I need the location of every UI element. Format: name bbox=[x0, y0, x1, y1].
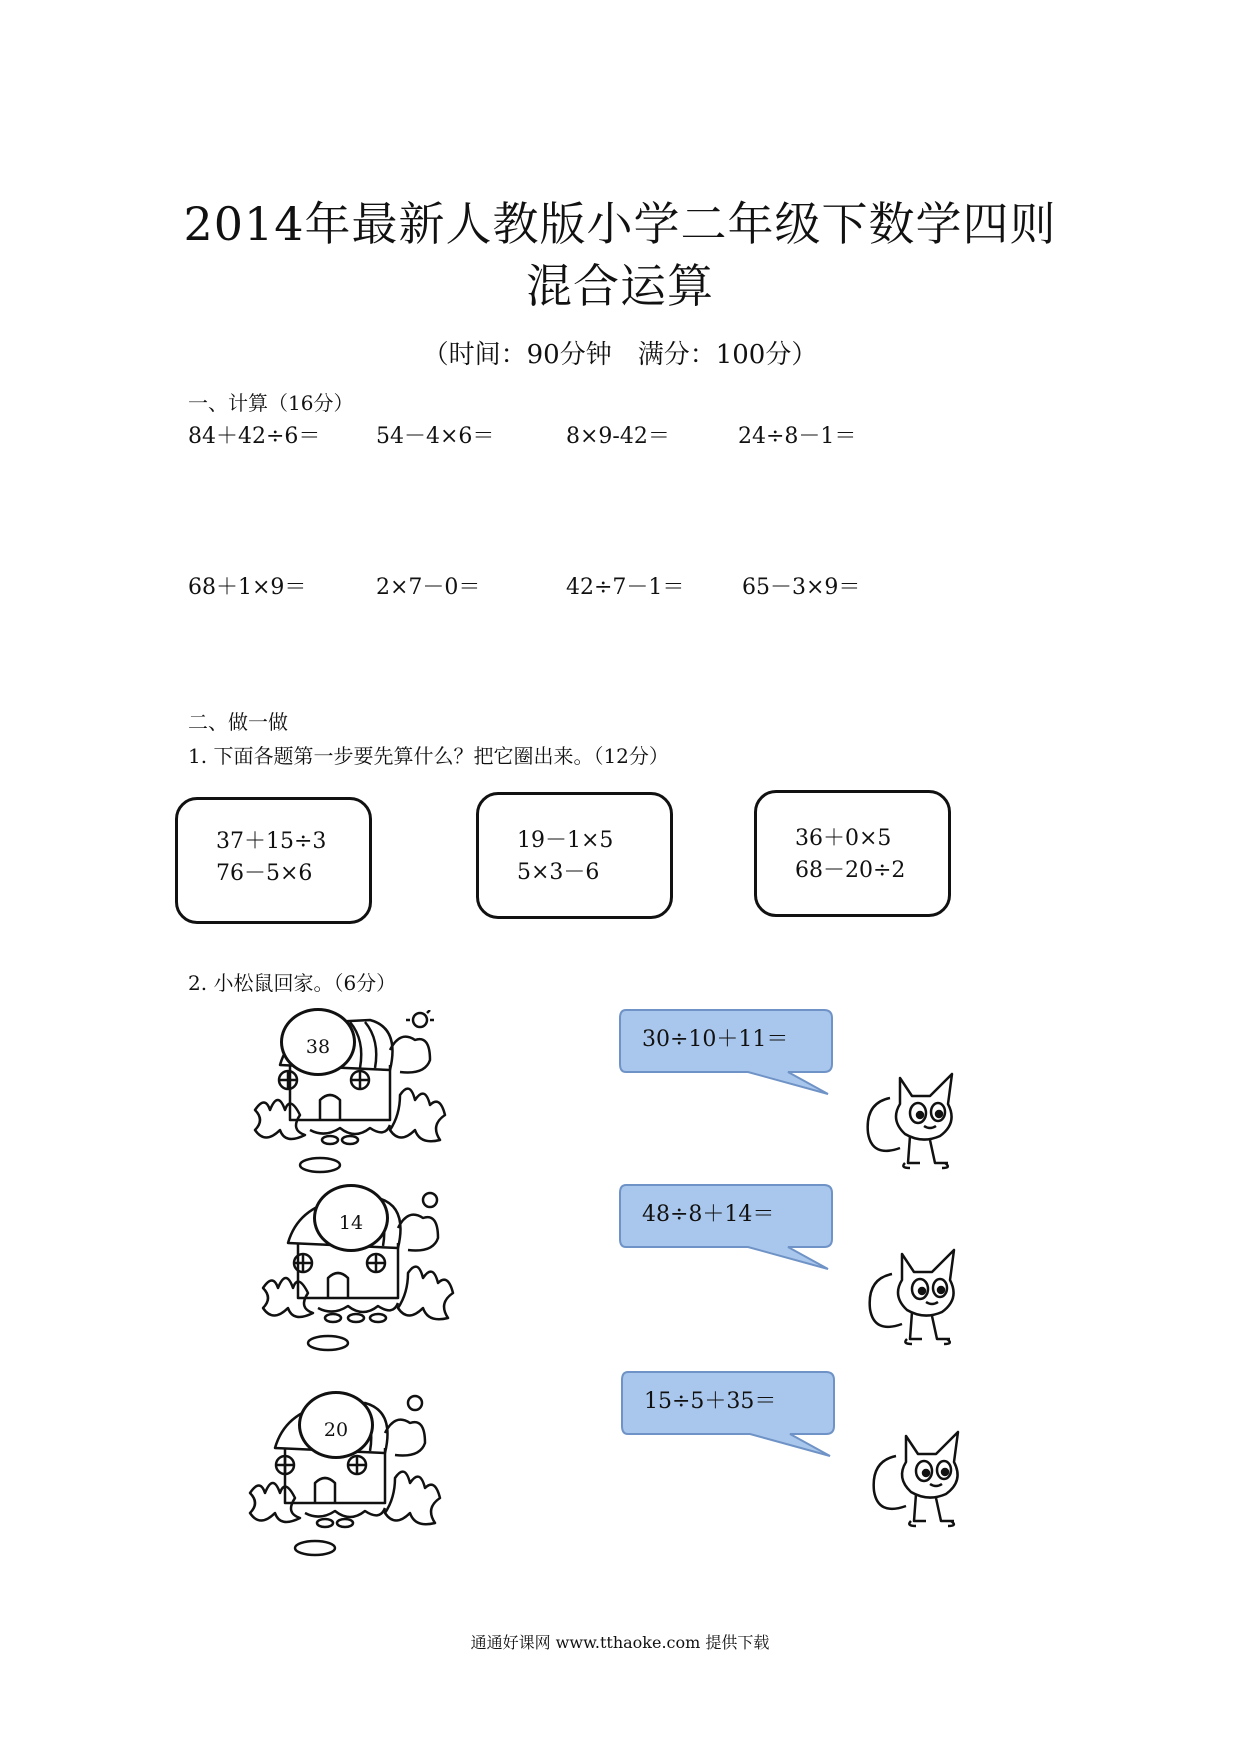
house-number: 20 bbox=[323, 1419, 349, 1441]
page-title-line2: 混合运算 bbox=[526, 259, 714, 313]
expression-box bbox=[476, 792, 673, 919]
calc-problem: 68＋1×9＝ bbox=[188, 575, 307, 600]
squirrel-icon bbox=[866, 1426, 976, 1536]
section2-heading: 二、做一做 bbox=[188, 710, 288, 734]
expression: 76－5×6 bbox=[216, 861, 313, 886]
calc-problem: 24÷8－1＝ bbox=[738, 424, 857, 449]
bubble-expression: 48÷8＋14＝ bbox=[642, 1202, 775, 1227]
squirrel-icon bbox=[860, 1068, 970, 1178]
squirrel-illustration bbox=[866, 1426, 976, 1536]
speech-bubble bbox=[618, 1008, 848, 1098]
calc-problem: 42÷7－1＝ bbox=[566, 575, 685, 600]
calc-problem: 84＋42÷6＝ bbox=[188, 424, 321, 449]
expression: 36＋0×5 bbox=[795, 826, 892, 851]
speech-bubble bbox=[618, 1183, 848, 1273]
expression-box bbox=[175, 797, 372, 924]
squirrel-illustration bbox=[862, 1244, 972, 1354]
expression: 68－20÷2 bbox=[795, 858, 906, 883]
calc-problem: 54－4×6＝ bbox=[376, 424, 495, 449]
house-number: 14 bbox=[338, 1212, 364, 1234]
exam-info: （时间：90分钟 满分：100分） bbox=[422, 340, 818, 370]
house-illustration bbox=[245, 1393, 465, 1563]
speech-bubble bbox=[620, 1370, 850, 1460]
expression: 19－1×5 bbox=[517, 828, 614, 853]
page-title: 2014年最新人教版小学二年级下数学四则 bbox=[183, 197, 1057, 251]
expression: 5×3－6 bbox=[517, 860, 600, 885]
squirrel-icon bbox=[862, 1244, 972, 1354]
house-illustration bbox=[250, 1010, 470, 1180]
calc-problem: 8×9-42＝ bbox=[566, 424, 670, 449]
squirrel-illustration bbox=[860, 1068, 970, 1178]
house-number: 38 bbox=[305, 1036, 331, 1058]
bubble-expression: 15÷5＋35＝ bbox=[644, 1389, 777, 1414]
expression: 37＋15÷3 bbox=[216, 829, 327, 854]
expression-box bbox=[754, 790, 951, 917]
house-illustration bbox=[258, 1188, 478, 1358]
bubble-expression: 30÷10＋11＝ bbox=[642, 1027, 789, 1052]
question1-label: 1. 下面各题第一步要先算什么？把它圈出来。（12分） bbox=[188, 744, 669, 768]
section1-heading: 一、计算（16分） bbox=[188, 391, 354, 415]
calc-problem: 65－3×9＝ bbox=[742, 575, 861, 600]
page-footer: 通通好课网 www.tthaoke.com 提供下载 bbox=[470, 1633, 770, 1652]
question2-label: 2. 小松鼠回家。（6分） bbox=[188, 971, 397, 995]
calc-problem: 2×7－0＝ bbox=[376, 575, 481, 600]
